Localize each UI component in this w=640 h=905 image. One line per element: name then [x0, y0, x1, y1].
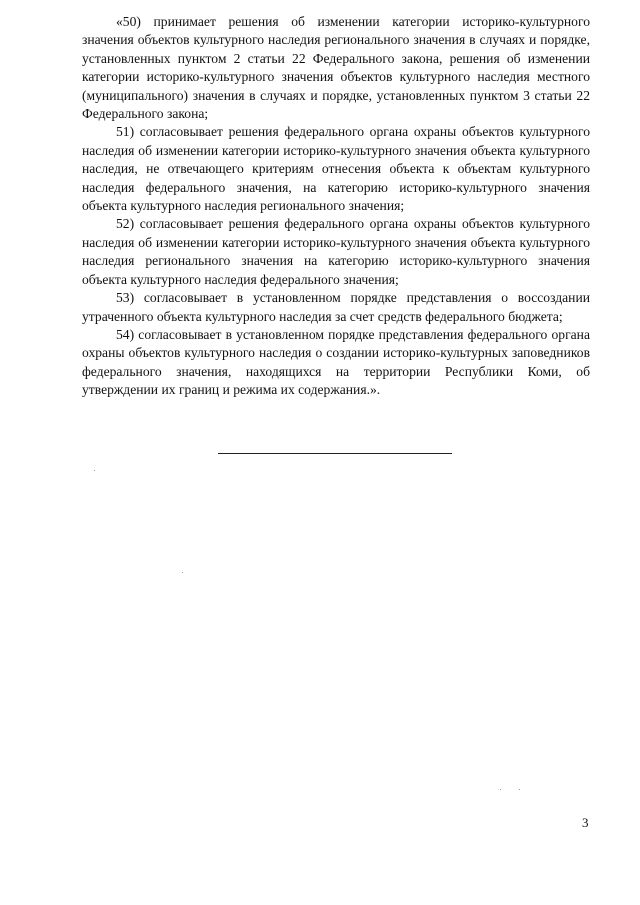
end-separator-line: [218, 453, 452, 454]
page-number: 3: [582, 815, 589, 830]
paragraph-item-52: 52) согласовывает решения федерального органа охраны объектов культурного наследия об изменении категории историко-культурного значения объекта культурного наследия регионального значения на категорию историко-культурного значения объекта культурного наследия федерального значения;: [82, 216, 590, 287]
paragraph-item-51: 51) согласовывает решения федерального органа охраны объектов культурного наследия об изменении категории историко-культурного значения объекта культурного наследия, не отвечающего критериям отнесения объекта к объектам культурного наследия федерального значения, на категорию историко-культурного значения объекта культурного наследия регионального значения;: [82, 124, 590, 214]
scan-speck: [500, 789, 501, 790]
scan-speck: [182, 572, 183, 573]
paragraph-item-54: 54) согласовывает в установленном порядке представления федерального органа охраны объектов культурного наследия о создании историко-культурных заповедников федерального значения, находящихся на территории Республики Коми, об утверждении их границ и режима их содержания.».: [82, 326, 590, 398]
scan-speck: [519, 789, 520, 790]
scan-speck: [94, 470, 95, 471]
paragraph-item-53: 53) согласовывает в установленном порядке представления о воссоздании утраченного объекта культурного наследия за счет средств федерального бюджета;: [82, 290, 590, 324]
paragraph-item-50: «50) принимает решения об изменении категории историко-культурного значения объектов культурного наследия регионального значения в случаях и порядке, установленных пунктом 2 статьи 22 Федерального закона, решения об изменении категории историко-культурного значения объектов культурного наследия местного (муниципального) значения в случаях и порядке, установленных пунктом 3 статьи 22 Федерального закона;: [82, 14, 590, 122]
document-body: [82, 13, 590, 400]
